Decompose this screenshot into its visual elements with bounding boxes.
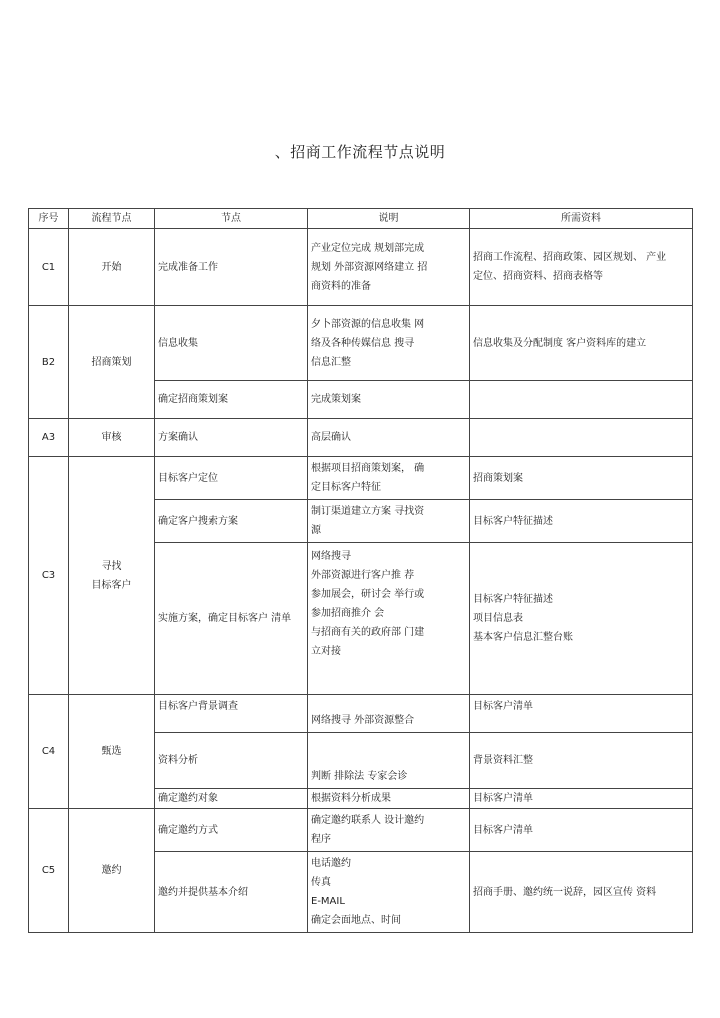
req-cell: 招商手册、邀约统一说辞，园区宣传 资料 (470, 852, 693, 933)
desc-cell (308, 809, 470, 852)
node-cell: 目标客户定位 (155, 457, 308, 500)
stage-cell (69, 457, 155, 695)
req-line: 招商工作流程、招商政策、园区规划、 产业 (473, 252, 667, 263)
page-title: 、招商工作流程节点说明 (274, 143, 446, 161)
req-line: 定位、招商资料、招商表格等 (473, 271, 603, 282)
desc-cell (308, 543, 470, 695)
node-cell: 确定客户搜索方案 (155, 500, 308, 543)
req-cell (470, 419, 693, 457)
seq-cell: A3 (29, 419, 69, 457)
stage-cell: 开始 (69, 229, 155, 306)
desc-line: 信息汇整 (311, 356, 351, 368)
desc-line: 确定邀约联系人 设计邀约 (311, 815, 425, 826)
seq-cell: C5 (29, 809, 69, 933)
node-cell: 实施方案，确定目标客户 清单 (155, 543, 308, 695)
desc-line: 规划 外部资源网络建立 招 (311, 261, 428, 273)
desc-line: 商资料的准备 (311, 280, 371, 292)
header-seq: 序号 (29, 209, 69, 229)
desc-cell (308, 852, 470, 933)
header-req: 所需资料 (470, 209, 693, 229)
node-cell: 完成准备工作 (155, 229, 308, 306)
table-row (29, 419, 693, 457)
desc-line: 传真 (311, 877, 331, 888)
desc-line: 程序 (311, 834, 331, 845)
header-stage: 流程节点 (69, 209, 155, 229)
desc-cell (308, 500, 470, 543)
desc-line: 确定会面地点、时间 (311, 915, 401, 926)
desc-line: 络及各种传媒信息 搜寻 (311, 337, 415, 349)
req-cell: 招商策划案 (470, 457, 693, 500)
node-cell: 邀约并提供基本介绍 (155, 852, 308, 933)
stage-line: 目标客户 (91, 579, 132, 591)
req-cell: 目标客户清单 (470, 695, 693, 733)
process-table (28, 208, 693, 933)
req-line: 目标客户特征描述 (473, 594, 553, 605)
desc-cell (308, 306, 470, 381)
desc-line: 立对接 (311, 646, 341, 657)
desc-cell: 完成策划案 (308, 381, 470, 419)
desc-line: 电话邀约 (311, 858, 351, 869)
stage-cell: 甄选 (69, 695, 155, 809)
stage-cell: 招商策划 (69, 306, 155, 419)
table-row (29, 229, 693, 306)
desc-line: E-MAIL (311, 896, 345, 907)
table-header-row (29, 209, 693, 229)
desc-cell: 高层确认 (308, 419, 470, 457)
node-cell: 资料分析 (155, 733, 308, 789)
table-row (29, 306, 693, 381)
node-cell: 信息收集 (155, 306, 308, 381)
node-cell: 确定邀约对象 (155, 789, 308, 809)
desc-cell (308, 229, 470, 306)
stage-cell: 审核 (69, 419, 155, 457)
header-node: 节点 (155, 209, 308, 229)
req-cell (470, 229, 693, 306)
node-cell: 确定邀约方式 (155, 809, 308, 852)
node-cell: 方案确认 (155, 419, 308, 457)
table-row (29, 695, 693, 733)
desc-line: 源 (311, 525, 321, 536)
req-line: 项目信息表 (473, 613, 523, 624)
desc-cell: 判断 排除法 专家会诊 (308, 733, 470, 789)
desc-line: 制订渠道建立方案 寻找资 (311, 506, 425, 517)
desc-line: 产业定位完成 规划部完成 (311, 242, 425, 254)
seq-cell: C3 (29, 457, 69, 695)
desc-line: 参加展会，研讨会 举行或 (311, 589, 425, 600)
header-desc: 说明 (308, 209, 470, 229)
table-row (29, 809, 693, 852)
desc-cell (308, 457, 470, 500)
desc-line: 参加招商推介 会 (311, 608, 385, 619)
table-row (29, 457, 693, 500)
req-cell: 背景资料汇整 (470, 733, 693, 789)
desc-line: 夕卜部资源的信息收集 网 (311, 318, 425, 330)
seq-cell: C1 (29, 229, 69, 306)
desc-line: 根据项目招商策划案， 确 (311, 463, 425, 474)
stage-line: 寻找 (101, 560, 122, 572)
desc-line: 网络搜寻 (311, 551, 351, 562)
req-cell: 目标客户清单 (470, 789, 693, 809)
desc-line: 外部资源进行客户推 荐 (311, 570, 415, 581)
req-line: 基本客户信息汇整台账 (473, 632, 573, 643)
req-cell (470, 381, 693, 419)
node-cell: 目标客户背景调查 (155, 695, 308, 733)
desc-line: 定目标客户特征 (311, 482, 381, 493)
req-cell: 目标客户特征描述 (470, 500, 693, 543)
req-cell (470, 543, 693, 695)
desc-cell: 网络搜寻 外部资源整合 (308, 695, 470, 733)
req-cell: 信息收集及分配制度 客户资料库的建立 (470, 306, 693, 381)
seq-cell: C4 (29, 695, 69, 809)
node-cell: 确定招商策划案 (155, 381, 308, 419)
stage-cell: 邀约 (69, 809, 155, 933)
desc-cell: 根据资料分析成果 (308, 789, 470, 809)
req-cell: 目标客户清单 (470, 809, 693, 852)
seq-cell: B2 (29, 306, 69, 419)
desc-line: 与招商有关的政府部 门建 (311, 627, 425, 638)
